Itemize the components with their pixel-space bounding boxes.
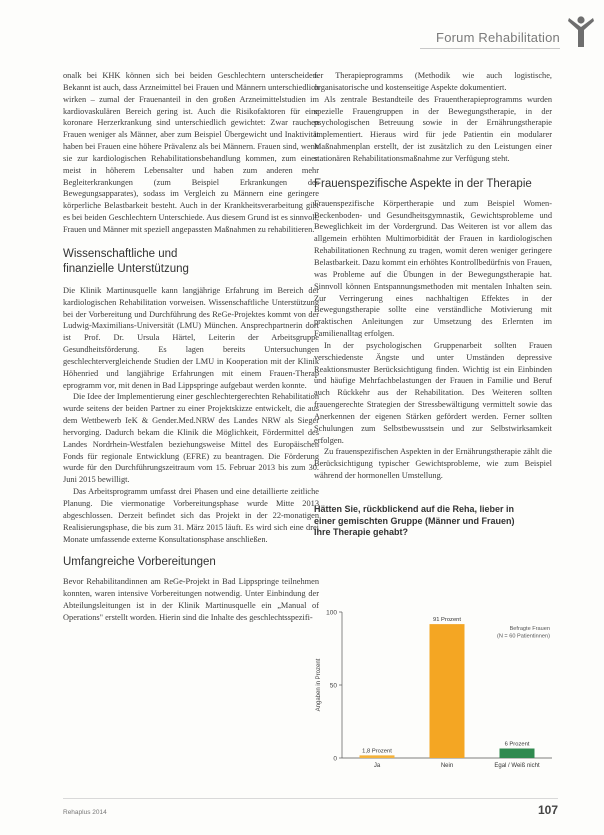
right-paragraph-2: Als zentrale Bestandteile des Frauentherapieprogramms wurden spezielle Frauengruppen in der Bewegungstherapie, in der psychologischen Betreuung sowie in der Ernährungstherapie implementiert. Hieraus wird für jede Patientin ein modularer Maßnahmenplan erstellt, der ist zusätzlich zu den Leistungen einer stationären Rehabilitationsmaßnahme zur Verfügung steht. bbox=[314, 94, 552, 163]
y-tick-label: 100 bbox=[326, 609, 337, 617]
left-paragraph-5: Bevor Rehabilitandinnen am ReGe-Projekt in Bad Lippspringe teilnehmen konnten, waren intensive Vorbereitungen notwendig. Unter Einbindung der Abteilungsleitungen ist in der Klinik Martinusquelle ein „Manual of Operations" erstellt worden. Hierin sind die Inhalte des geschlechtsspezifi- bbox=[63, 577, 319, 622]
left-paragraph-1: onalk bei KHK können sich bei beiden Geschlechtern unterscheiden. Bekannt ist auch, dass Arzneimittel bei Frauen und Männern unterschiedlich wirken – zumal der Frauenanteil in den großen Arzneimittelstudien im kardiovaskulären Bereich gering ist. Auch die Risikofaktoren für eine koronare Herzerkrankung sind unterschiedlich gewichtet: Zwar rauchen Frauen weniger als Männer, aber zum Beispiel Übergewicht und Inaktivität haben bei Frauen eine höhere Prävalenz als bei Männern. Frauen sind, wenn sie zur kardiologischen Rehabilitationsbehandlung kommen, zum einen meist in höherem Lebensalter und haben zum anderen mehr Begleiterkrankungen (zum Beispiel Erkrankungen des Bewegungsapparates), sodass im Vergleich zu Männern eine geringere körperliche Belastbarkeit besteht. Auch in der Krankheitsverarbeitung gibt es bei beiden Geschlechtern Unterschiede. Aus diesem Grund ist es sinnvoll, Frauen und Männer mit speziell angepassten Maßnahmen zu rehabilitieren. bbox=[63, 71, 319, 234]
heading-line: finanzielle Unterstützung bbox=[63, 262, 189, 275]
chart-title bbox=[314, 504, 552, 539]
chart-bar bbox=[430, 624, 465, 758]
chart-legend-text: (N = 60 Patientinnen) bbox=[496, 633, 550, 640]
person-arms-raised-icon bbox=[566, 14, 596, 50]
header-rule bbox=[420, 48, 560, 49]
left-paragraph-3: Die Idee der Implementierung einer geschlechtergerechten Rehabilitation wurde seitens der beiden Partner zu einer Projektskizze entwickelt, die aus dem Wettbewerb IeK & Gender.Med.NRW des Landes NRW als Sieger hervorging. Dadurch bekam die Klinik die Möglichkeit, Fördermittel des Landes Nordrhein-Westfalen beziehungsweise Mittel des Europäischen Fonds für regionale Entwicklung (EFRE) zu beantragen. Die Förderung wurde für den Durchführungszeitraum vom 15. Februar 2013 bis zum 30. Juni 2015 bewilligt. bbox=[63, 392, 319, 485]
right-column bbox=[314, 70, 552, 539]
heading-scientific-support bbox=[63, 247, 319, 277]
x-tick-label: Ja bbox=[373, 763, 381, 769]
chart-title-line: einer gemischten Gruppe (Männer und Frauen) bbox=[314, 515, 515, 526]
heading-line: Wissenschaftliche und bbox=[63, 247, 178, 260]
page-number: 107 bbox=[537, 803, 558, 817]
left-column bbox=[63, 70, 319, 624]
bar-value-label: 6 Prozent bbox=[504, 741, 530, 748]
chart-bar bbox=[360, 755, 395, 758]
bar-value-label: 91 Prozent bbox=[432, 617, 462, 624]
section-title: Forum Rehabilitation bbox=[436, 30, 560, 45]
left-paragraph-4: Das Arbeitsprogramm umfasst drei Phasen und eine detaillierte zeitliche Planung. Die viermonatige Vorbereitungsphase wurde Mitte 2013 abgeschlossen. Derzeit befindet sich das Projekt in der 22-monatigen Realisierungsphase, die bis zum 31. März 2015 läuft. Es wird sich eine drei Monate umfassende externe Konsultationsphase anschließen. bbox=[63, 487, 319, 544]
survey-bar-chart bbox=[312, 604, 560, 774]
left-paragraph-2: Die Klinik Martinusquelle kann langjährige Erfahrung im Bereich der kardiologischen Rehabilitation vorweisen. Wissenschaftliche Unterstützung bei der Vorbereitung und Durchführung des ReGe-Projektes kommt von der Ludwig-Maximilians-Universität (LMU) München. Ansprechpartnerin dort ist Prof. Dr. Ursula Härtel, Leiterin der Arbeitsgruppe Gesundheitsförderung. Es lagen bereits Untersuchungen geschlechtervergleichende Studien der LMU in Kooperation mit der Klinik Höhenried und langjährige Erfahrungen mit einem Frauen-Therap eprogramm vor, mit denen in Bad Lippspringe aufgebaut werden konnte. bbox=[63, 285, 319, 390]
y-tick-label: 50 bbox=[329, 682, 337, 690]
right-paragraph-5: Zu frauenspezifischen Aspekten in der Ernährungstherapie zählt die Berücksichtigung typischer Gewichtsprobleme, wie zum Beispiel während der hormonellen Umstellung. bbox=[314, 447, 552, 481]
footer-rule bbox=[63, 798, 558, 799]
right-paragraph-3: Frauenspezifische Körpertherapie und zum Beispiel Women-Beckenboden- und Gesundheitsgymnastik, Gewichtsprobleme und Beweglichkeit im der Vordergrund. Das Weiteren ist vor allem das allgemein erhöhten Multimorbidität der Frauen in kardiologischen Rehabilitationen Rechnung zu tragen, womit deren weniger geringere Belastbarkeit. Dazu kommt ein erhöhtes Kontrollbedürfnis von Frauen, was Probleme auf die Übungen in der Bewegungstherapie hat. Sinnvoll können Entspannungsmethoden mit mentalen Inhalten sein. Zur Verringerung eines nachhaltigen Effektes in der Bewegungstherapie sollte eine verständliche Motivierung mit praktischen Anleitungen zur Umsetzung des Erlernten im Familienalltag erfolgen. bbox=[314, 198, 552, 339]
y-axis-label: Angaben in Prozent bbox=[316, 658, 322, 712]
x-tick-label: Egal / Weiß nicht bbox=[494, 763, 540, 769]
heading-women-specific-aspects: Frauenspezifische Aspekte in der Therapie bbox=[314, 177, 532, 190]
right-paragraph-1: fer Therapieprogramms (Methodik wie auch logistische, organisatorische und kostenseitige Aspekte dokumentiert. bbox=[314, 71, 552, 92]
footer-issue: Rehaplus 2014 bbox=[63, 809, 107, 816]
chart-title-line: Hätten Sie, rückblickend auf die Reha, lieber in bbox=[314, 504, 515, 514]
chart-title-line: Ihre Therapie gehabt? bbox=[314, 527, 409, 538]
chart-svg bbox=[312, 604, 560, 774]
right-paragraph-4: In der psychologischen Gruppenarbeit sollten Frauen verschiedenste Ängste und unter Umständen depressive Reaktionsmuster Berücksichtigung finden. Wichtig ist ein Einbinden und häufige Mehrfachbelastungen der Frauen in Familie und Beruf auch Rückkehr aus der Rehabilitation. Des Weiteren sollten frauengerechte Strategien der Stressbewältigung vermittelt sowie das Anerkennen der eigenen Stärken gefördert werden. Ferner sollten Schulungen zum Selbstbewusstsein und zur Selbstwirksamkeit erfolgen. bbox=[314, 340, 552, 445]
y-tick-label: 0 bbox=[333, 755, 337, 763]
chart-bar bbox=[500, 749, 535, 758]
heading-preparations: Umfangreiche Vorbereitungen bbox=[63, 556, 216, 569]
chart-legend-text: Befragte Frauen bbox=[509, 626, 550, 632]
bar-value-label: 1,8 Prozent bbox=[362, 748, 392, 755]
x-tick-label: Nein bbox=[440, 763, 454, 769]
page-header bbox=[0, 6, 604, 66]
